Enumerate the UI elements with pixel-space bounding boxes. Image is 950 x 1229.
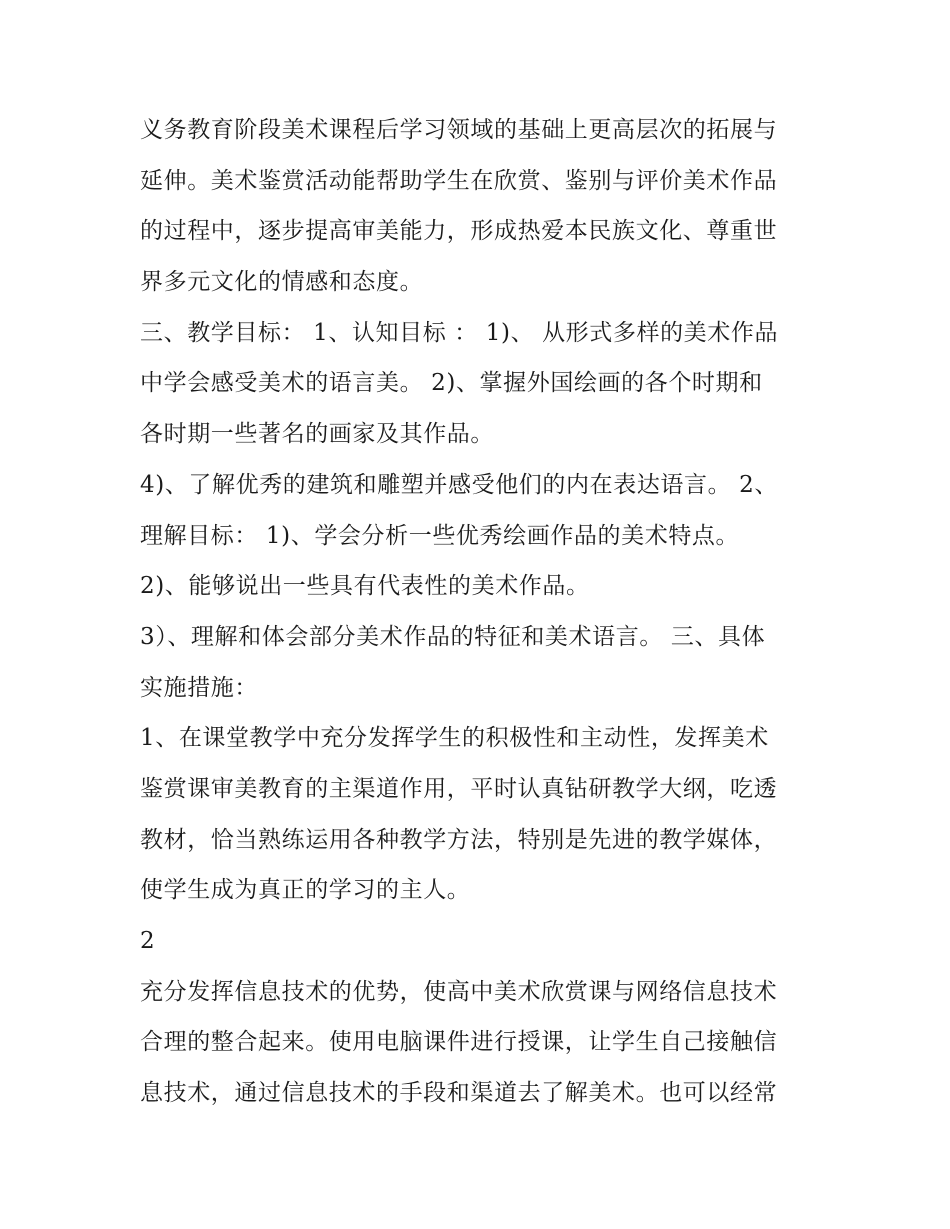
text-line: 三、教学目标： 1、认知目标 ： 1)、 从形式多样的美术作品 — [140, 319, 779, 346]
text-line: 各时期一些著名的画家及其作品。 — [140, 421, 494, 448]
text-line: 充分发挥信息技术的优势，使高中美术欣赏课与网络信息技术 — [140, 978, 778, 1005]
text-line: 延伸。美术鉴赏活动能帮助学生在欣赏、鉴别与评价美术作品 — [140, 167, 778, 194]
text-line: 3）、理解和体会部分美术作品的特征和美术语言。 三、具体 — [140, 623, 766, 650]
text-line: 理解目标： 1)、学会分析一些优秀绘画作品的美术特点。 — [140, 522, 740, 549]
text-line: 使学生成为真正的学习的主人。 — [140, 877, 471, 904]
text-line: 2 — [140, 928, 156, 954]
text-line: 实施措施： — [140, 674, 258, 701]
text-line: 界多元文化的情感和态度。 — [140, 269, 424, 296]
text-line: 中学会感受美术的语言美。 2)、掌握外国绘画的各个时期和 — [140, 370, 763, 397]
text-line: 合理的整合起来。使用电脑课件进行授课，让学生自己接触信 — [140, 1029, 778, 1056]
text-line: 教材，恰当熟练运用各种教学方法，特别是先进的教学媒体， — [140, 826, 778, 853]
text-line: 2)、能够说出一些具有代表性的美术作品。 — [140, 573, 590, 600]
text-line: 4)、了解优秀的建筑和雕塑并感受他们的内在表达语言。 2、 — [140, 471, 778, 498]
text-line: 的过程中，逐步提高审美能力，形成热爱本民族文化、尊重世 — [140, 218, 778, 245]
text-line: 义务教育阶段美术课程后学习领域的基础上更高层次的拓展与 — [140, 117, 778, 143]
document-body — [140, 105, 820, 1119]
text-line: 鉴赏课审美教育的主渠道作用，平时认真钻研教学大纲，吃透 — [140, 775, 778, 802]
text-line: 1、在课堂教学中充分发挥学生的积极性和主动性，发挥美术 — [140, 725, 769, 752]
text-line: 息技术，通过信息技术的手段和渠道去了解美术。也可以经常 — [140, 1080, 778, 1107]
